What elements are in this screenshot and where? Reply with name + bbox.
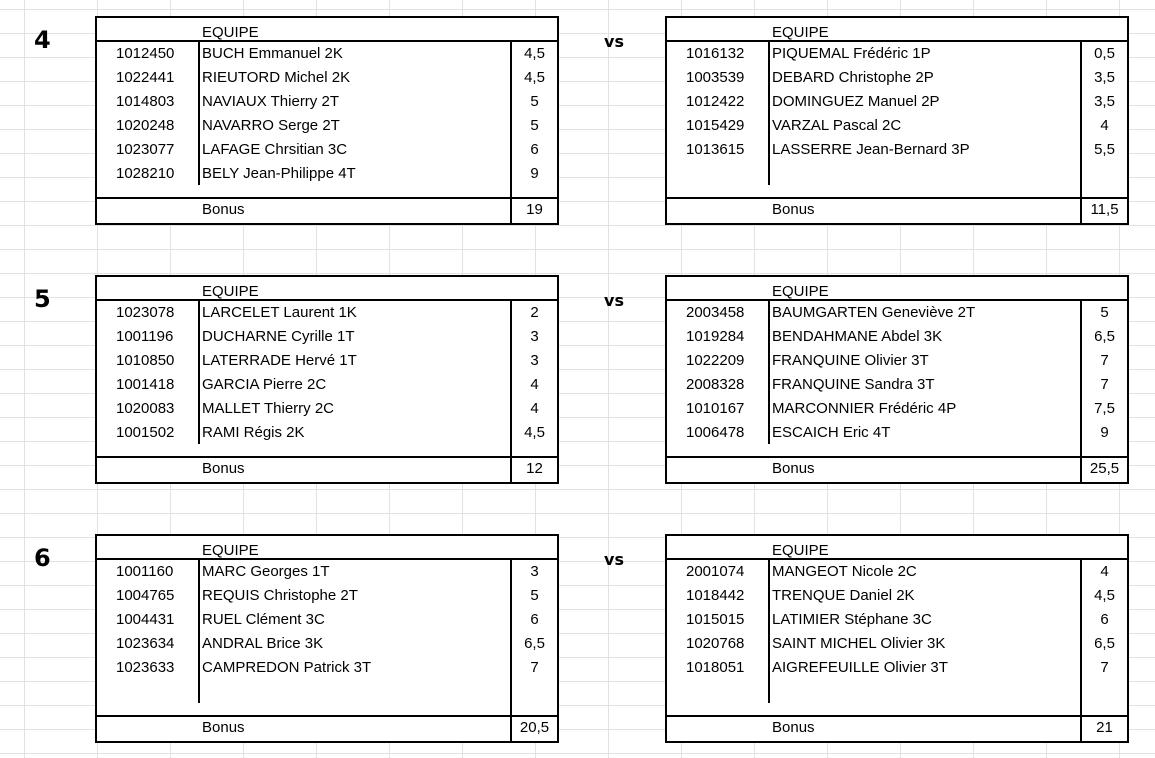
- player-name: ANDRAL Brice 3K: [202, 635, 324, 652]
- bonus-value: 21: [1096, 719, 1113, 736]
- player-row: [97, 397, 557, 421]
- match-number: 5: [34, 285, 51, 313]
- team-table-left: [95, 534, 559, 743]
- player-name: MANGEOT Nicole 2C: [772, 563, 917, 580]
- player-score: 4,5: [524, 69, 545, 86]
- bonus-row: [667, 456, 1127, 482]
- license-number: 1004431: [116, 611, 175, 628]
- player-name: MARCONNIER Frédéric 4P: [772, 400, 957, 417]
- player-row: [97, 138, 557, 162]
- player-row: [97, 90, 557, 114]
- vs-label: vs: [604, 550, 624, 569]
- bonus-value: 25,5: [1089, 460, 1120, 477]
- license-number: 1001196: [116, 328, 174, 345]
- license-number: 2001074: [686, 563, 745, 580]
- vs-label: vs: [604, 291, 624, 310]
- player-row: [97, 42, 557, 66]
- player-row: [667, 680, 1127, 704]
- license-number: 1020248: [116, 117, 175, 134]
- match-number: 6: [34, 544, 51, 572]
- player-score: 3: [530, 563, 539, 580]
- player-row: [97, 349, 557, 373]
- player-score: 7,5: [1094, 400, 1115, 417]
- player-row: [667, 397, 1127, 421]
- bonus-label: Bonus: [772, 460, 815, 477]
- player-name: RIEUTORD Michel 2K: [202, 69, 351, 86]
- player-row: [667, 421, 1127, 445]
- player-row: [97, 584, 557, 608]
- player-name: LAFAGE Chrsitian 3C: [202, 141, 348, 158]
- bonus-value: 11,5: [1090, 201, 1119, 218]
- player-name: NAVIAUX Thierry 2T: [202, 93, 339, 110]
- license-number: 1020768: [686, 635, 745, 652]
- license-number: 1028210: [116, 165, 175, 182]
- license-number: 1006478: [686, 424, 745, 441]
- player-score: 9: [530, 165, 539, 182]
- team-table-left: [95, 16, 559, 225]
- player-score: 0,5: [1094, 45, 1115, 62]
- player-name: BELY Jean-Philippe 4T: [202, 165, 356, 182]
- bonus-row: [97, 197, 557, 223]
- license-number: 1015429: [686, 117, 745, 134]
- team-header: [97, 277, 557, 301]
- player-name: AIGREFEUILLE Olivier 3T: [772, 659, 948, 676]
- player-name: DEBARD Christophe 2P: [772, 69, 934, 86]
- player-row: [97, 301, 557, 325]
- player-name: BUCH Emmanuel 2K: [202, 45, 343, 62]
- player-list: [97, 42, 557, 185]
- column-divider: [510, 301, 512, 482]
- player-name: BAUMGARTEN Geneviève 2T: [772, 304, 976, 321]
- player-score: 6: [1100, 611, 1109, 628]
- team-table-left: [95, 275, 559, 484]
- license-number: 1010850: [116, 352, 175, 369]
- license-number: 1022209: [686, 352, 745, 369]
- bonus-row: [667, 715, 1127, 741]
- team-header-label: EQUIPE: [202, 24, 259, 41]
- player-list: [97, 301, 557, 444]
- license-number: 1014803: [116, 93, 175, 110]
- player-score: 7: [1100, 376, 1109, 393]
- player-score: 5: [530, 93, 539, 110]
- player-name: MALLET Thierry 2C: [202, 400, 334, 417]
- column-divider: [1080, 301, 1082, 482]
- team-header: [667, 18, 1127, 42]
- column-divider: [198, 560, 200, 703]
- bonus-label: Bonus: [202, 719, 245, 736]
- player-score: 5,5: [1094, 141, 1115, 158]
- player-score: 4: [1100, 563, 1109, 580]
- license-number: 1013615: [686, 141, 745, 158]
- bonus-value: 20,5: [519, 719, 550, 736]
- player-score: 6,5: [1094, 328, 1115, 345]
- column-divider: [1080, 560, 1082, 741]
- player-name: FRANQUINE Olivier 3T: [772, 352, 929, 369]
- match-number: 4: [34, 26, 51, 54]
- license-number: 1022441: [116, 69, 175, 86]
- license-number: 2008328: [686, 376, 745, 393]
- player-score: 4: [1100, 117, 1109, 134]
- player-score: 6: [530, 141, 539, 158]
- player-name: GARCIA Pierre 2C: [202, 376, 327, 393]
- bonus-label: Bonus: [772, 201, 815, 218]
- license-number: 1003539: [686, 69, 745, 86]
- player-score: 7: [530, 659, 539, 676]
- player-row: [667, 632, 1127, 656]
- bonus-label: Bonus: [202, 201, 245, 218]
- player-row: [97, 560, 557, 584]
- player-row: [667, 42, 1127, 66]
- player-row: [97, 66, 557, 90]
- player-row: [667, 90, 1127, 114]
- player-name: BENDAHMANE Abdel 3K: [772, 328, 943, 345]
- license-number: 1023077: [116, 141, 175, 158]
- player-row: [667, 66, 1127, 90]
- license-number: 1012422: [686, 93, 745, 110]
- player-list: [667, 42, 1127, 185]
- player-name: MARC Georges 1T: [202, 563, 330, 580]
- player-row: [97, 162, 557, 186]
- license-number: 1001502: [116, 424, 175, 441]
- license-number: 1019284: [686, 328, 745, 345]
- player-score: 4,5: [1094, 587, 1115, 604]
- player-row: [97, 373, 557, 397]
- player-row: [97, 632, 557, 656]
- column-divider: [198, 42, 200, 185]
- license-number: 1012450: [116, 45, 175, 62]
- team-header: [97, 18, 557, 42]
- player-name: ESCAICH Eric 4T: [772, 424, 891, 441]
- player-name: FRANQUINE Sandra 3T: [772, 376, 935, 393]
- player-score: 4,5: [524, 424, 545, 441]
- bonus-row: [97, 715, 557, 741]
- license-number: 1010167: [686, 400, 745, 417]
- player-score: 2: [530, 304, 539, 321]
- player-score: 6,5: [1094, 635, 1115, 652]
- player-score: 7: [1100, 352, 1109, 369]
- player-row: [97, 114, 557, 138]
- player-list: [667, 301, 1127, 444]
- player-name: RUEL Clément 3C: [202, 611, 325, 628]
- player-row: [667, 325, 1127, 349]
- player-row: [667, 114, 1127, 138]
- license-number: 1001418: [116, 376, 175, 393]
- player-row: [667, 162, 1127, 186]
- player-row: [97, 421, 557, 445]
- player-score: 3: [530, 328, 539, 345]
- team-header: [667, 536, 1127, 560]
- player-name: LASSERRE Jean-Bernard 3P: [772, 141, 970, 158]
- player-score: 5: [530, 117, 539, 134]
- player-row: [667, 584, 1127, 608]
- player-row: [667, 373, 1127, 397]
- player-name: NAVARRO Serge 2T: [202, 117, 340, 134]
- team-table-right: [665, 16, 1129, 225]
- player-score: 4,5: [524, 45, 545, 62]
- license-number: 1015015: [686, 611, 745, 628]
- license-number: 1018442: [686, 587, 745, 604]
- team-header: [97, 536, 557, 560]
- team-header-label: EQUIPE: [202, 542, 259, 559]
- team-header: [667, 277, 1127, 301]
- player-name: REQUIS Christophe 2T: [202, 587, 358, 604]
- player-row: [667, 301, 1127, 325]
- player-row: [97, 680, 557, 704]
- license-number: 1023633: [116, 659, 175, 676]
- bonus-value: 19: [526, 201, 543, 218]
- player-row: [97, 608, 557, 632]
- player-score: 7: [1100, 659, 1109, 676]
- player-list: [97, 560, 557, 703]
- team-header-label: EQUIPE: [772, 542, 829, 559]
- column-divider: [198, 301, 200, 444]
- player-score: 3: [530, 352, 539, 369]
- column-divider: [1080, 42, 1082, 223]
- player-score: 6,5: [524, 635, 545, 652]
- player-name: LARCELET Laurent 1K: [202, 304, 357, 321]
- player-name: LATIMIER Stéphane 3C: [772, 611, 932, 628]
- player-row: [667, 560, 1127, 584]
- team-header-label: EQUIPE: [772, 24, 829, 41]
- bonus-label: Bonus: [772, 719, 815, 736]
- player-row: [97, 325, 557, 349]
- player-name: TRENQUE Daniel 2K: [772, 587, 915, 604]
- column-divider: [510, 42, 512, 223]
- player-score: 3,5: [1094, 69, 1115, 86]
- player-score: 4: [530, 376, 539, 393]
- player-score: 6: [530, 611, 539, 628]
- player-name: VARZAL Pascal 2C: [772, 117, 902, 134]
- bonus-value: 12: [526, 460, 543, 477]
- bonus-label: Bonus: [202, 460, 245, 477]
- player-row: [667, 656, 1127, 680]
- player-list: [667, 560, 1127, 703]
- player-row: [667, 608, 1127, 632]
- player-row: [667, 138, 1127, 162]
- column-divider: [768, 301, 770, 444]
- player-row: [97, 656, 557, 680]
- license-number: 1020083: [116, 400, 175, 417]
- license-number: 1023078: [116, 304, 175, 321]
- player-name: DOMINGUEZ Manuel 2P: [772, 93, 940, 110]
- player-row: [667, 349, 1127, 373]
- player-score: 4: [530, 400, 539, 417]
- player-name: PIQUEMAL Frédéric 1P: [772, 45, 931, 62]
- team-table-right: [665, 534, 1129, 743]
- bonus-row: [97, 456, 557, 482]
- license-number: 1016132: [686, 45, 745, 62]
- bonus-row: [667, 197, 1127, 223]
- column-divider: [768, 560, 770, 703]
- license-number: 1018051: [686, 659, 745, 676]
- team-header-label: EQUIPE: [202, 283, 259, 300]
- player-name: LATERRADE Hervé 1T: [202, 352, 357, 369]
- license-number: 1004765: [116, 587, 175, 604]
- license-number: 1023634: [116, 635, 175, 652]
- player-name: CAMPREDON Patrick 3T: [202, 659, 372, 676]
- vs-label: vs: [604, 32, 624, 51]
- player-name: DUCHARNE Cyrille 1T: [202, 328, 355, 345]
- license-number: 1001160: [116, 563, 174, 580]
- player-score: 3,5: [1094, 93, 1115, 110]
- team-table-right: [665, 275, 1129, 484]
- column-divider: [768, 42, 770, 185]
- player-score: 9: [1100, 424, 1109, 441]
- player-score: 5: [1100, 304, 1109, 321]
- player-name: SAINT MICHEL Olivier 3K: [772, 635, 946, 652]
- license-number: 2003458: [686, 304, 745, 321]
- player-name: RAMI Régis 2K: [202, 424, 305, 441]
- column-divider: [510, 560, 512, 741]
- team-header-label: EQUIPE: [772, 283, 829, 300]
- player-score: 5: [530, 587, 539, 604]
